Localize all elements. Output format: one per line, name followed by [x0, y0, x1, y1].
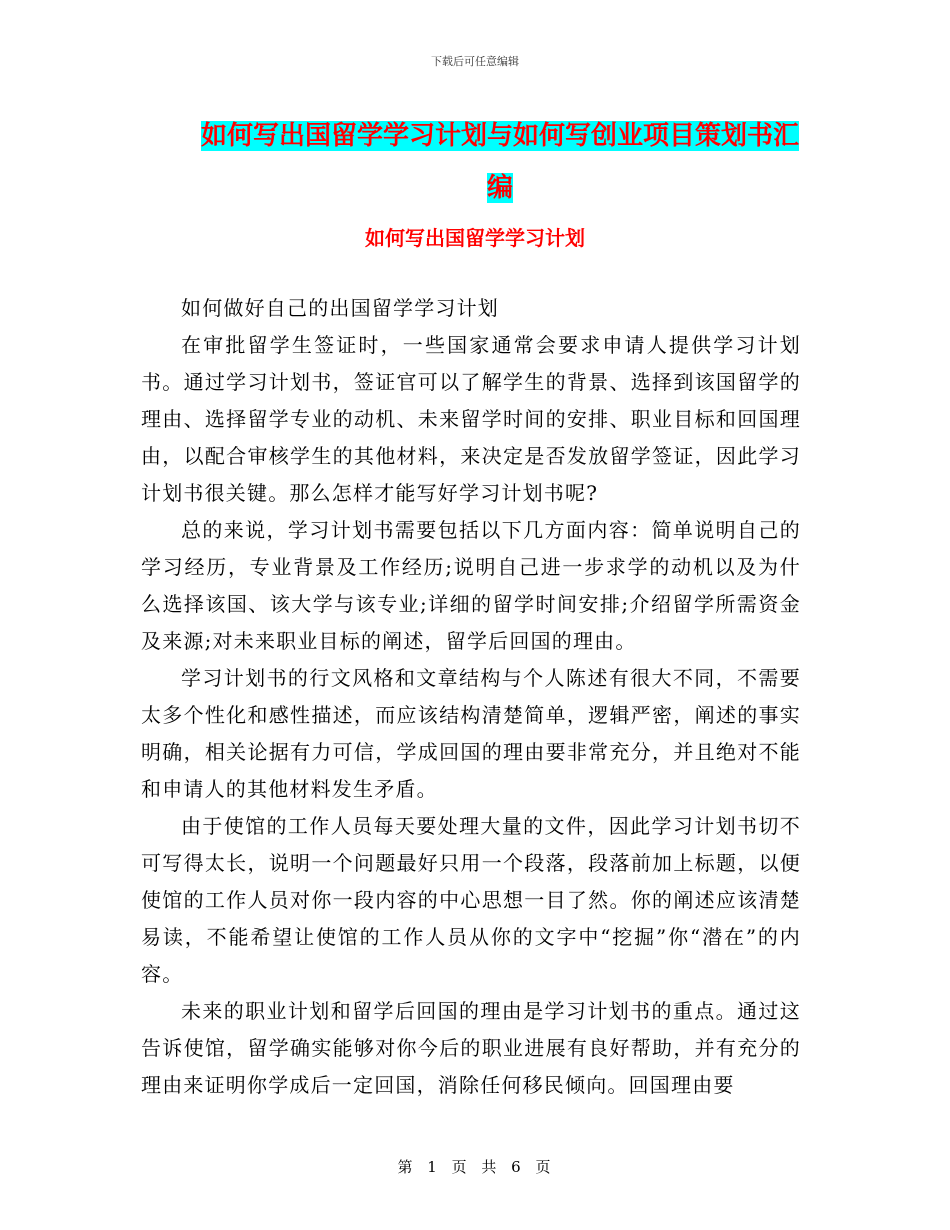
paragraph: 学习计划书的行文风格和文章结构与个人陈述有很大不同，不需要太多个性化和感性描述，而应该结构清楚简单，逻辑严密，阐述的事实明确，相关论据有力可信，学成回国的理由要非常充分，并且绝对不能和申请人的其他材料发生矛盾。 — [141, 666, 801, 801]
paragraph: 由于使馆的工作人员每天要处理大量的文件，因此学习计划书切不可写得太长，说明一个问题最好只用一个段落，段落前加上标题，以便使馆的工作人员对你一段内容的中心思想一目了然。你的阐述应该清楚易读，不能希望让使馆的工作人员从你的文字中“挖掘”你“潜在”的内容。 — [141, 814, 801, 986]
section-title: 如何写出国留学学习计划 — [365, 226, 585, 250]
paragraph: 在审批留学生签证时，一些国家通常会要求申请人提供学习计划书。通过学习计划书，签证官可以了解学生的背景、选择到该国留学的理由、选择留学专业的动机、未来留学时间的安排、职业目标和回国理由，以配合审核学生的其他材料，来决定是否发放留学签证，因此学习计划书很关键。那么怎样才能写好学习计划书呢? — [141, 333, 801, 505]
paragraph: 总的来说，学习计划书需要包括以下几方面内容：简单说明自己的学习经历，专业背景及工作经历;说明自己进一步求学的动机以及为什么选择该国、该大学与该专业;详细的留学时间安排;介绍留学所需资金及来源;对未来职业目标的阐述，留学后回国的理由。 — [141, 518, 801, 653]
paragraph: 如何做好自己的出国留学学习计划 — [181, 296, 499, 320]
document-title-text: 如何写出国留学学习计划与如何写创业项目策划书汇编 — [200, 121, 799, 203]
document-title — [190, 110, 810, 214]
paragraph: 未来的职业计划和留学后回国的理由是学习计划书的重点。通过这告诉使馆，留学确实能够对你今后的职业进展有良好帮助，并有充分的理由来证明你学成后一定回国，消除任何移民倾向。回国理由要 — [141, 999, 801, 1097]
page-number: 第 1 页 共 6 页 — [397, 1158, 553, 1176]
header-note: 下载后可任意编辑 — [431, 55, 519, 68]
document-body — [141, 290, 801, 1104]
